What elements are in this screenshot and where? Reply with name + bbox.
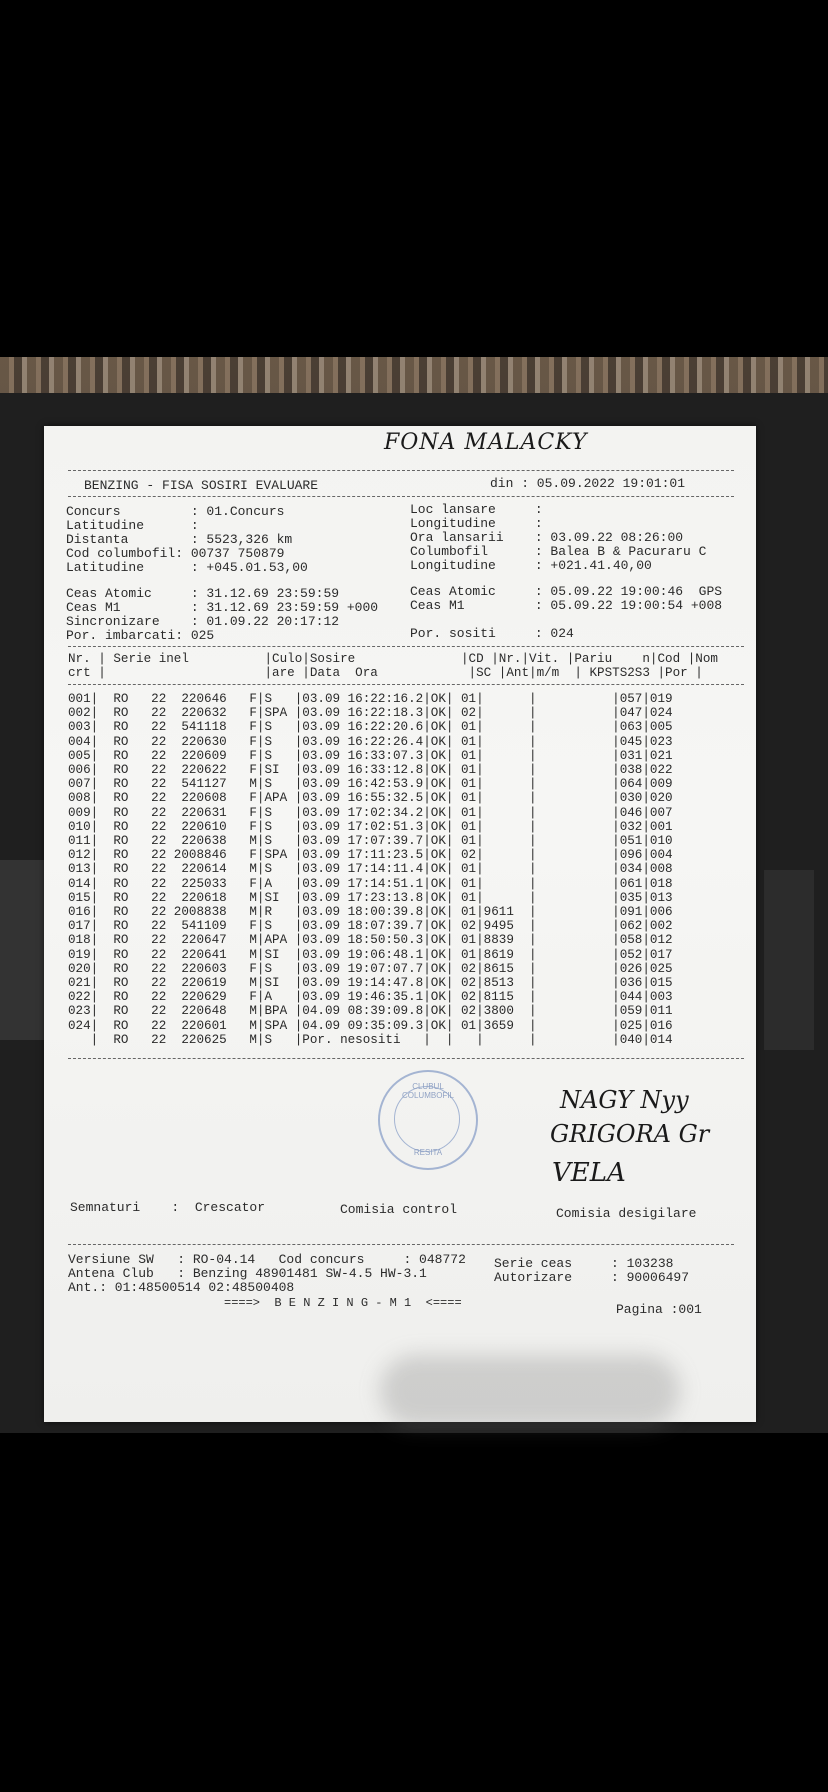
- table-row: [68, 919, 673, 933]
- table-row-text: 009| RO 22 220631 F|S |03.09 17:02:34.2|OK| 01| | |046|007: [68, 805, 673, 820]
- semnaturi-crescator: Semnaturi : Crescator: [70, 1200, 266, 1215]
- table-row: [68, 834, 673, 848]
- table-row: [68, 720, 673, 734]
- table-row-text: 015| RO 22 220618 M|SI |03.09 17:23:13.8|OK| 01| | |035|013: [68, 890, 673, 905]
- clock-ceas-m1: Ceas M1 : 31.12.69 23:59:59 +000: [66, 600, 379, 615]
- clock-ceas-atomic: Ceas Atomic : 31.12.69 23:59:59: [66, 586, 340, 601]
- table-row: [68, 806, 673, 820]
- footer-versiune: Versiune SW : RO-04.14 Cod concurs : 048772: [68, 1252, 466, 1267]
- clock-ceas-m1-right: Ceas M1 : 05.09.22 19:00:54 +008: [410, 598, 723, 613]
- table-row-text: 006| RO 22 220622 F|SI |03.09 16:33:12.8|OK| 01| | |038|022: [68, 763, 673, 778]
- clock-ceas-atomic-right: Ceas Atomic : 05.09.22 19:00:46 GPS: [410, 584, 723, 599]
- table-row-text: 020| RO 22 220603 F|S |03.09 19:07:07.7|OK| 02|8615 | |026|025: [68, 961, 673, 976]
- table-row: [68, 877, 673, 891]
- table-row-text: 002| RO 22 220632 F|SPA |03.09 16:22:18.3|OK| 02| | |047|024: [68, 706, 673, 721]
- table-row-text: 003| RO 22 541118 F|S |03.09 16:22:20.6|OK| 01| | |063|005: [68, 720, 673, 735]
- table-row: [68, 1019, 673, 1033]
- info-cod-columbofil: Cod columbofil: 00737 750879: [66, 546, 285, 561]
- table-row-text: 001| RO 22 220646 F|S |03.09 16:22:16.2|OK| 01| | |057|019: [68, 692, 673, 706]
- footer-pagina: Pagina :001: [616, 1302, 702, 1317]
- comisia-control: Comisia control: [340, 1202, 458, 1217]
- photo-shadow: [380, 1355, 680, 1427]
- signature-grigora: GRIGORA Gr: [550, 1120, 710, 1148]
- table-row: [68, 905, 673, 919]
- table-row-text: 022| RO 22 220629 F|A |03.09 19:46:35.1|OK| 02|8115 | |044|003: [68, 990, 673, 1005]
- table-row-text: 012| RO 22 2008846 F|SPA |03.09 17:11:23.5|OK| 02| | |096|004: [68, 848, 673, 863]
- report-title: BENZING - FISA SOSIRI EVALUARE: [84, 478, 319, 493]
- table-header-row-1: Nr. | Serie inel |Culo|Sosire |CD |Nr.|Vit. |Pariu n|Cod |Nom: [68, 652, 718, 666]
- table-row-text: 013| RO 22 220614 M|S |03.09 17:14:11.4|OK| 01| | |034|008: [68, 862, 673, 877]
- table-row: [68, 820, 673, 834]
- table-row-text: 019| RO 22 220641 M|SI |03.09 19:06:48.1|OK| 01|8619 | |052|017: [68, 947, 673, 962]
- table-row: [68, 976, 673, 990]
- table-row: [68, 777, 673, 791]
- info-loc-lansare: Loc lansare :: [410, 502, 543, 517]
- info-latitudine-value: Latitudine : +045.01.53,00: [66, 560, 308, 575]
- clock-por-sositi: Por. sositi : 024: [410, 626, 574, 641]
- table-header-row-2: crt | |are |Data Ora |SC |Ant|m/m | KPSTS2S3 |Por |: [68, 666, 703, 680]
- table-row-text: 007| RO 22 541127 M|S |03.09 16:42:53.9|OK| 01| | |064|009: [68, 777, 673, 792]
- info-distanta: Distanta : 5523,326 km: [66, 532, 293, 547]
- header-bottom-rule: [68, 496, 734, 497]
- box-edge-right: [764, 870, 814, 1050]
- table-row: [68, 990, 673, 1004]
- signature-nagy: NAGY Nyy: [560, 1086, 689, 1114]
- stamp-text-bottom: RESITA: [413, 1148, 443, 1157]
- header-top-rule: [68, 470, 734, 471]
- table-row: [68, 749, 673, 763]
- table-row-text: 010| RO 22 220610 F|S |03.09 17:02:51.3|OK| 01| | |032|001: [68, 819, 673, 834]
- stamp-text-top: CLUBUL COLUMBOFIL: [401, 1082, 454, 1100]
- table-top-rule: [68, 646, 744, 647]
- table-row: [68, 1033, 673, 1047]
- info-ora-lansarii: Ora lansarii : 03.09.22 08:26:00: [410, 530, 684, 545]
- table-row: [68, 735, 673, 749]
- footer-autorizare: Autorizare : 90006497: [494, 1270, 690, 1285]
- table-row: [68, 848, 673, 862]
- info-columbofil: Columbofil : Balea B & Pacuraru C: [410, 544, 707, 559]
- table-row-text: 011| RO 22 220638 M|S |03.09 17:07:39.7|OK| 01| | |051|010: [68, 834, 673, 849]
- signature-vela: VELA: [552, 1158, 626, 1188]
- table-row: [68, 763, 673, 777]
- arrivals-table: [68, 692, 673, 1047]
- table-row: [68, 862, 673, 876]
- table-row: [68, 1004, 673, 1018]
- printed-sheet: [44, 426, 756, 1422]
- footer-top-rule: [68, 1244, 734, 1245]
- footer-ant: Ant.: 01:48500514 02:48500408: [68, 1280, 295, 1295]
- carpet-background: [0, 357, 828, 393]
- table-row-text: 016| RO 22 2008838 M|R |03.09 18:00:39.8|OK| 01|9611 | |091|006: [68, 905, 673, 920]
- clock-por-imbarcati: Por. imbarcati: 025: [66, 628, 215, 643]
- info-longitudine: Longitudine :: [410, 516, 543, 531]
- club-stamp: [378, 1070, 478, 1170]
- table-row-text: 008| RO 22 220608 F|APA |03.09 16:55:32.5|OK| 01| | |030|020: [68, 791, 673, 806]
- table-row: [68, 706, 673, 720]
- table-row-text: 021| RO 22 220619 M|SI |03.09 19:14:47.8|OK| 02|8513 | |036|015: [68, 976, 673, 991]
- table-bottom-rule: [68, 1058, 744, 1059]
- info-concurs: Concurs : 01.Concurs: [66, 504, 285, 519]
- handwritten-title: FONA MALACKY: [384, 430, 588, 455]
- comisia-desigilare: Comisia desigilare: [556, 1206, 697, 1221]
- table-row-text: 005| RO 22 220609 F|S |03.09 16:33:07.3|OK| 01| | |031|021: [68, 748, 673, 763]
- table-row-text: 024| RO 22 220601 M|SPA |04.09 09:35:09.3|OK| 01|3659 | |025|016: [68, 1018, 673, 1033]
- table-row-text: 018| RO 22 220647 M|APA |03.09 18:50:50.3|OK| 01|8839 | |058|012: [68, 933, 673, 948]
- clock-sincronizare: Sincronizare : 01.09.22 20:17:12: [66, 614, 340, 629]
- table-row-text: 014| RO 22 225033 F|A |03.09 17:14:51.1|OK| 01| | |061|018: [68, 876, 673, 891]
- table-row-text: | RO 22 220625 M|S |Por. nesositi | | | | |040|014: [68, 1032, 673, 1047]
- info-latitudine: Latitudine :: [66, 518, 199, 533]
- table-row: [68, 891, 673, 905]
- footer-antena: Antena Club : Benzing 48901481 SW-4.5 HW-3.1: [68, 1266, 427, 1281]
- report-date: din : 05.09.2022 19:01:01: [490, 476, 686, 491]
- footer-benzing-banner: ====> B E N Z I N G - M 1 <====: [224, 1296, 462, 1310]
- footer-serie-ceas: Serie ceas : 103238: [494, 1256, 674, 1271]
- table-row: [68, 948, 673, 962]
- table-row: [68, 692, 673, 706]
- info-longitudine-value: Longitudine : +021.41.40,00: [410, 558, 652, 573]
- table-row: [68, 933, 673, 947]
- table-row: [68, 962, 673, 976]
- table-row-text: 023| RO 22 220648 M|BPA |04.09 08:39:09.8|OK| 02|3800 | |059|011: [68, 1004, 673, 1019]
- table-row: [68, 791, 673, 805]
- table-row-text: 017| RO 22 541109 F|S |03.09 18:07:39.7|OK| 02|9495 | |062|002: [68, 919, 673, 934]
- table-header-rule: [68, 684, 744, 685]
- table-row-text: 004| RO 22 220630 F|S |03.09 16:22:26.4|OK| 01| | |045|023: [68, 734, 673, 749]
